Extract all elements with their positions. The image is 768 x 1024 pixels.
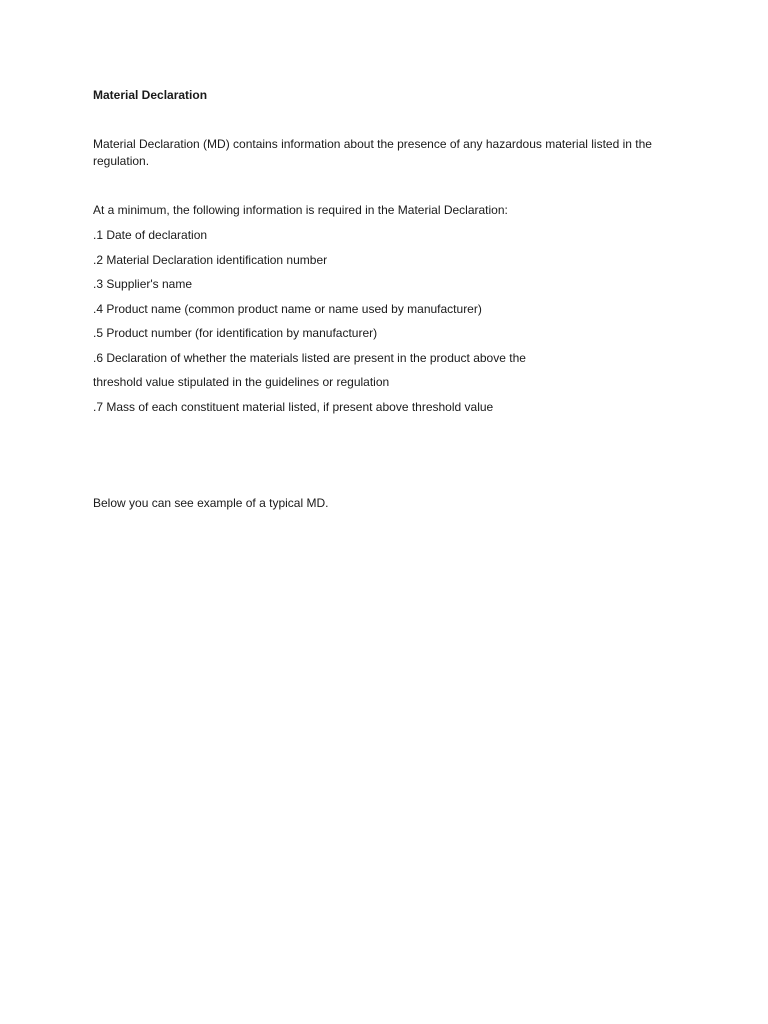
list-item: .6 Declaration of whether the materials listed are present in the product above the [93, 350, 526, 365]
requirements-lead: At a minimum, the following information is required in the Material Declaration: [93, 203, 508, 217]
requirements-list [93, 227, 526, 423]
list-item: .2 Material Declaration identification number [93, 252, 328, 267]
document-title: Material Declaration [93, 88, 208, 102]
list-item: .4 Product name (common product name or name used by manufacturer) [93, 301, 482, 316]
list-item: .3 Supplier's name [93, 277, 193, 291]
intro-paragraph: Material Declaration (MD) contains information about the presence of any hazardous material listed in the regulation. [93, 137, 652, 168]
list-item: threshold value stipulated in the guidelines or regulation [93, 375, 390, 389]
list-item: .7 Mass of each constituent material listed, if present above threshold value [93, 399, 494, 414]
list-item: .5 Product number (for identification by manufacturer) [93, 326, 378, 340]
closing-paragraph: Below you can see example of a typical MD. [93, 496, 329, 510]
list-item: .1 Date of declaration [93, 228, 208, 242]
